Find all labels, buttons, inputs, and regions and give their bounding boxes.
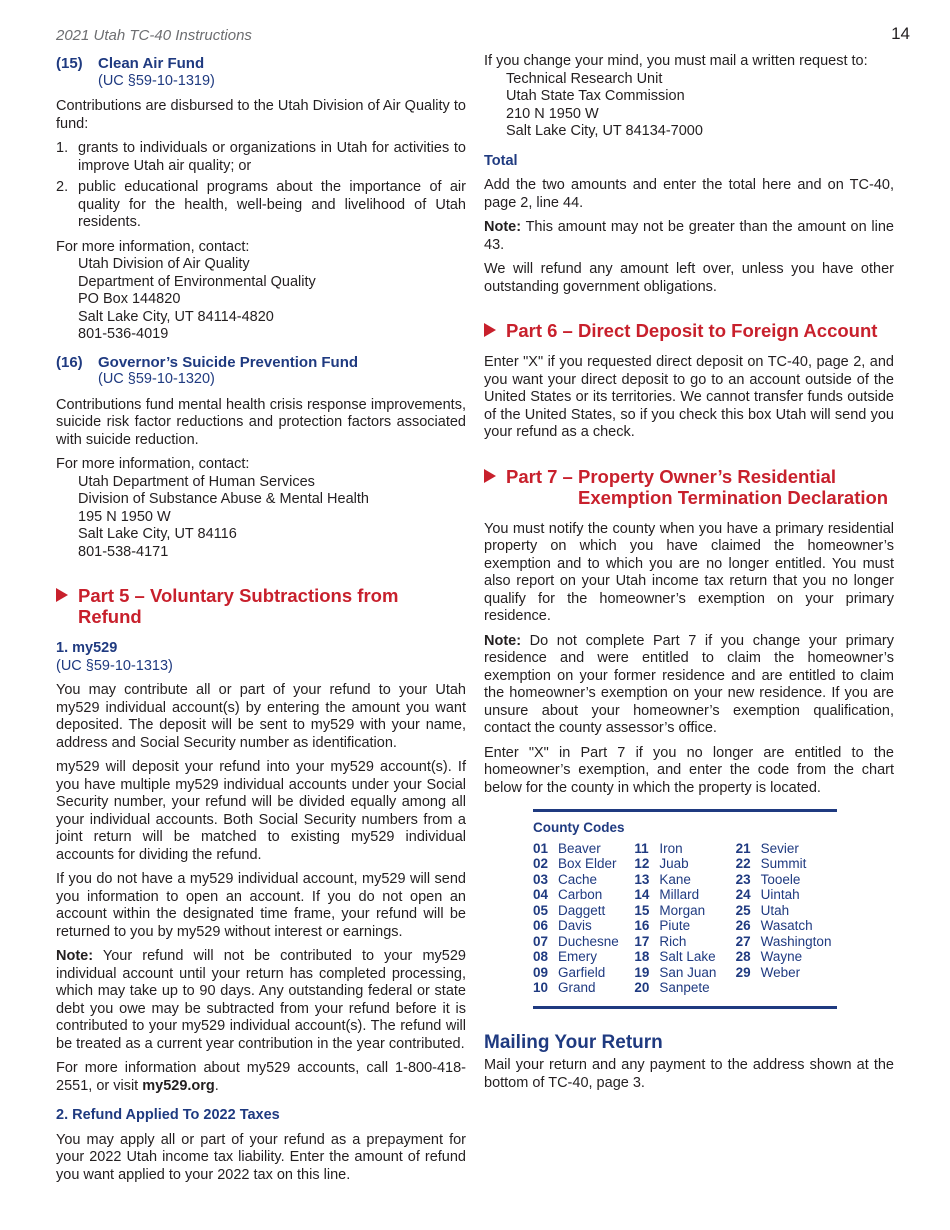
county-row: 22 Summit xyxy=(735,856,807,871)
triangle-bullet-icon xyxy=(56,588,68,602)
document-header-title: 2021 Utah TC-40 Instructions xyxy=(56,27,252,44)
county-row: 20 Sanpete xyxy=(634,980,710,995)
table-title: County Codes xyxy=(533,820,625,835)
subsection-title: 1. my529 xyxy=(56,640,118,656)
county-row: 06 Davis xyxy=(533,918,592,933)
total-heading: Total xyxy=(484,152,518,169)
county-row: 28 Wayne xyxy=(735,949,803,964)
section-number: (15) xyxy=(56,55,83,72)
subsection-title: 2. Refund Applied To 2022 Taxes xyxy=(56,1107,280,1123)
county-row: 08 Emery xyxy=(533,949,598,964)
county-row: 15 Morgan xyxy=(634,902,706,918)
county-row: 09 Garfield xyxy=(533,964,606,980)
county-column xyxy=(533,841,634,996)
note-paragraph: Note: This amount may not be greater than the amount on line 43. xyxy=(484,219,894,253)
county-row: 07 Duchesne xyxy=(533,933,619,949)
paragraph: Enter "X" if you requested direct deposit on TC-40, page 2, and you want your direct deposit to go to an account outside of the United States or its territories. We cannot transfer funds outside of the United States, so if you check this box Utah will send you your refund as a check. xyxy=(484,354,894,440)
county-row: 03 Cache xyxy=(533,871,598,887)
county-row: 19 San Juan xyxy=(634,964,717,980)
county-column xyxy=(634,841,735,996)
county-row: 21 Sevier xyxy=(735,840,799,856)
my529-link[interactable]: my529.org xyxy=(142,1077,215,1094)
paragraph: Mail your return and any payment to the address shown at the bottom of TC-40, page 3. xyxy=(484,1057,894,1091)
county-row: 04 Carbon xyxy=(533,887,603,902)
numbered-list xyxy=(56,140,466,232)
county-row: 17 Rich xyxy=(634,933,687,949)
section-15-heading xyxy=(56,55,466,73)
county-row: 25 Utah xyxy=(735,902,790,918)
triangle-bullet-icon xyxy=(484,469,496,483)
note-paragraph: Note: Your refund will not be contributed to your my529 individual account until your return has completed processing, which may take up to 90 days. Any outstanding federal or state debt you owe may be subtracted from your refund before it is contributed to your my529 individual account(s). The refund will be treated as a current year contribution in the year contributed. xyxy=(56,948,466,1052)
paragraph: Contributions fund mental health crisis response improvements, suicide risk factor reductions and protection factors associated with suicide reduction. xyxy=(56,396,466,448)
note-paragraph: Note: Do not complete Part 7 if you change your primary residence and were entitled to claim the homeowner’s exemption on your former residence and are entitled to claim the homeowner’s exemption on your new residence. If you are unsure about your homeowner’s exemption qualification, contact the county assessor’s office. xyxy=(484,632,895,736)
county-row: 05 Daggett xyxy=(533,902,606,918)
paragraph: my529 will deposit your refund into your my529 account(s). If you have multiple my529 individual accounts under your Social Security number, your refund will be divided equally among all your individual accounts. Both Social Security numbers from a joint return will be matched to existing my529 individual accounts for dividing the refund. xyxy=(56,759,466,863)
county-row: 27 Washington xyxy=(735,933,832,949)
county-row: 16 Piute xyxy=(634,918,691,933)
county-row: 13 Kane xyxy=(634,871,691,887)
list-item: 2. public educational programs about the importance of air quality for the health, well-being and livelihood of Utah residents. xyxy=(56,179,466,230)
county-column xyxy=(736,841,837,996)
triangle-bullet-icon xyxy=(484,323,496,337)
paragraph: Add the two amounts and enter the total here and on TC-40, page 2, line 44. xyxy=(484,177,894,211)
part-6-heading: Part 6 – Direct Deposit to Foreign Account xyxy=(484,320,894,341)
contact-address: Utah Department of Human Services Division of Substance Abuse & Mental Health 195 N 1950 W Salt Lake City, UT 84116 801-538-4171 xyxy=(78,473,369,560)
contact-label: For more information, contact: xyxy=(56,238,250,255)
county-row: 02 Box Elder xyxy=(533,856,617,871)
paragraph: Enter "X" in Part 7 if you no longer are entitled to the homeowner’s exemption, and enter the code from the chart below for the county in which the property is located. xyxy=(484,744,894,796)
left-column xyxy=(56,53,466,1191)
page-number: 14 xyxy=(891,24,910,43)
county-row: 10 Grand xyxy=(533,980,596,995)
paragraph: If you change your mind, you must mail a written request to: xyxy=(484,53,868,69)
county-row: 23 Tooele xyxy=(735,871,801,887)
county-code-columns xyxy=(533,841,837,996)
county-row: 26 Wasatch xyxy=(735,918,813,933)
county-row: 29 Weber xyxy=(735,964,801,980)
contact-label: For more information, contact: xyxy=(56,456,250,472)
paragraph: You must notify the county when you have a primary residential property on which you have claimed the homeowner’s exemption and to which you are no longer entitled. You must also report on your Utah income tax return that you no longer qualify for the homeowner’s exemption on your primary residence. xyxy=(484,520,894,624)
more-info-paragraph: For more information about my529 accounts, call 1-800-418-2551, or visit my529.org. xyxy=(56,1060,466,1094)
mailing-heading: Mailing Your Return xyxy=(484,1031,663,1053)
section-citation: (UC §59-10-1319) xyxy=(98,72,215,89)
county-row: 01 Beaver xyxy=(533,840,601,856)
county-row: 12 Juab xyxy=(634,856,689,871)
section-title: Governor’s Suicide Prevention Fund xyxy=(98,353,359,371)
section-citation: (UC §59-10-1320) xyxy=(98,371,215,387)
county-codes-table xyxy=(533,809,837,1009)
mailing-address: Technical Research Unit Utah State Tax Commission 210 N 1950 W Salt Lake City, UT 84134-7000 xyxy=(506,70,703,139)
right-column xyxy=(484,53,894,1099)
paragraph: You may contribute all or part of your refund to your Utah my529 individual account(s) by entering the amount you want deposited. The deposit will be sent to my529 with your name, address and Social Security number as identification. xyxy=(56,682,466,751)
county-row: 11 Iron xyxy=(634,840,683,856)
part-7-heading: Part 7 – Property Owner’s Residential Exemption Termination Declaration xyxy=(484,466,894,508)
county-row: 18 Salt Lake xyxy=(634,949,716,964)
section-number: (16) xyxy=(56,353,83,371)
county-row: 14 Millard xyxy=(634,887,700,902)
paragraph: We will refund any amount left over, unless you have other outstanding government obligations. xyxy=(484,261,894,295)
county-row: 24 Uintah xyxy=(735,887,800,902)
contact-address: Utah Division of Air Quality Department of Environmental Quality PO Box 144820 Salt Lake City, UT 84114-4820 801-536-4019 xyxy=(78,256,316,342)
subsection-citation: (UC §59-10-1313) xyxy=(56,657,173,674)
part-5-heading: Part 5 – Voluntary Subtractions from Refund xyxy=(56,585,466,627)
paragraph: You may apply all or part of your refund as a prepayment for your 2022 Utah income tax liability. Enter the amount of refund you want applied to your 2022 tax on this line. xyxy=(56,1131,466,1183)
section-title: Clean Air Fund xyxy=(98,55,205,72)
paragraph: Contributions are disbursed to the Utah Division of Air Quality to fund: xyxy=(56,98,466,132)
paragraph: If you do not have a my529 individual account, my529 will send you information to open an account. If you do not open an account within the designated time frame, your refund will be returned to you by my529 without interest or earnings. xyxy=(56,871,466,940)
section-16-heading xyxy=(56,354,466,372)
list-item: 1. grants to individuals or organizations in Utah for activities to improve Utah air quality; or xyxy=(56,140,466,174)
